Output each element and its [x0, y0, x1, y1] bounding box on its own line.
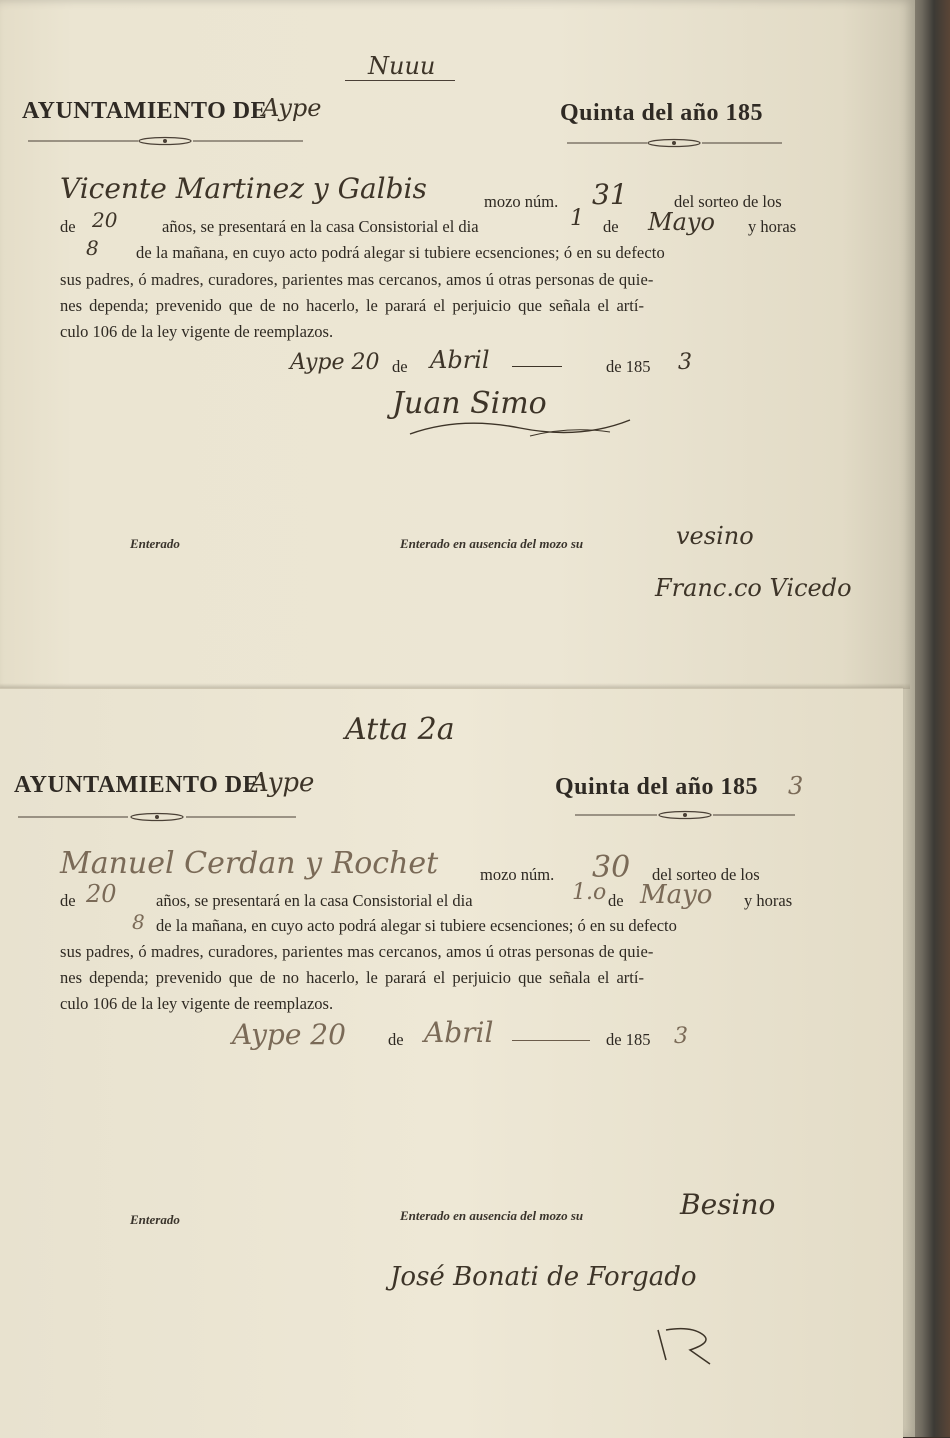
date-place: Aype 20	[232, 1018, 346, 1051]
heading-flourish-left	[18, 812, 296, 822]
witness-rubric	[650, 1320, 720, 1375]
notice-2	[0, 688, 903, 1437]
age-value: 20	[86, 880, 117, 908]
date-dash	[512, 366, 562, 367]
enterado-label: Enterado	[130, 1212, 180, 1227]
hour-value: 8	[132, 910, 145, 934]
age-value: 20	[92, 208, 118, 232]
body-line-3: de la mañana, en cuyo acto podrá alegar si tubiere ecsenciones; ó en su defecto	[156, 916, 677, 935]
relation-value: vesino	[676, 522, 754, 550]
body-line-4: sus padres, ó madres, curadores, parientes mas cercanos, amos ú otras personas de quie-	[60, 270, 654, 289]
signature-flourish	[400, 412, 640, 447]
quinta-heading: Quinta del año 185	[560, 100, 764, 126]
body-line-5: nes dependa; prevenido que de no hacerlo, le parará el perjuicio que señala el artí-	[60, 968, 644, 987]
hour-value: 8	[86, 236, 99, 260]
quinta-heading: Quinta del año 185	[555, 774, 759, 800]
horas-label: y horas	[744, 891, 793, 910]
enterado-ausencia-label: Enterado en ausencia del mozo su	[400, 1208, 584, 1223]
body-line-6: culo 106 de la ley vigente de reemplazos.	[60, 322, 334, 341]
conscript-name: Vicente Martinez y Galbis	[60, 172, 427, 205]
conscript-name: Manuel Cerdan y Rochet	[60, 846, 439, 881]
body-line-3: de la mañana, en cuyo acto podrá alegar si tubiere ecsenciones; ó en su defecto	[136, 243, 665, 262]
heading-flourish-left	[28, 136, 303, 146]
de-label-2: de	[603, 217, 619, 236]
mozo-label: mozo núm.	[484, 192, 559, 211]
date-year-prefix: de 185	[606, 1030, 651, 1049]
notice-1	[0, 0, 903, 688]
relation-value: Besino	[680, 1188, 776, 1221]
town-name: Aype	[262, 94, 322, 122]
presentation-text: años, se presentará en la casa Consistorial el dia	[156, 891, 473, 910]
month-value: Mayo	[648, 208, 715, 236]
de-label: de	[60, 891, 76, 910]
enterado-ausencia-label: Enterado en ausencia del mozo su	[400, 536, 584, 551]
horas-label: y horas	[748, 217, 797, 236]
mozo-number: 31	[592, 178, 628, 211]
day-value: 1.o	[572, 880, 607, 905]
date-de: de	[388, 1030, 404, 1049]
body-line-5: nes dependa; prevenido que de no hacerlo, le parará el perjuicio que señala el artí-	[60, 296, 644, 315]
ayuntamiento-heading: AYUNTAMIENTO DE	[22, 98, 268, 124]
day-value: 1	[570, 206, 584, 231]
quinta-year-digit: 3	[788, 772, 804, 800]
witness-signature: José Bonati de Forgado	[390, 1262, 697, 1292]
de-label-2: de	[608, 891, 624, 910]
town-name: Aype	[250, 768, 315, 798]
top-note: Nuuu	[368, 52, 436, 80]
date-de: de	[392, 357, 408, 376]
top-note: Atta 2a	[345, 712, 455, 747]
date-dash	[512, 1040, 590, 1041]
date-month: Abril	[430, 346, 490, 374]
body-line-6: culo 106 de la ley vigente de reemplazos.	[60, 994, 334, 1013]
top-note-underline	[345, 80, 455, 81]
enterado-label: Enterado	[130, 536, 180, 551]
sorteo-label: del sorteo de los	[652, 865, 760, 884]
witness-signature: Franc.co Vicedo	[655, 574, 852, 602]
date-month: Abril	[424, 1016, 494, 1049]
de-label: de	[60, 217, 76, 236]
presentation-text: años, se presentará en la casa Consistorial el dia	[162, 217, 479, 236]
date-year-digit: 3	[674, 1024, 688, 1049]
official-signature: Juan Simo	[392, 386, 547, 421]
month-value: Mayo	[640, 880, 713, 910]
sorteo-label: del sorteo de los	[674, 192, 782, 211]
ayuntamiento-heading: AYUNTAMIENTO DE	[14, 772, 260, 798]
mozo-number: 30	[592, 850, 631, 885]
date-place: Aype 20	[290, 350, 380, 375]
body-line-4: sus padres, ó madres, curadores, parientes mas cercanos, amos ú otras personas de quie-	[60, 942, 654, 961]
heading-flourish-right	[567, 138, 782, 148]
heading-flourish-right	[575, 810, 795, 820]
mozo-label: mozo núm.	[480, 865, 555, 884]
date-year-prefix: de 185	[606, 357, 651, 376]
book-binding-edge	[910, 0, 950, 1437]
date-year-digit: 3	[678, 350, 692, 375]
